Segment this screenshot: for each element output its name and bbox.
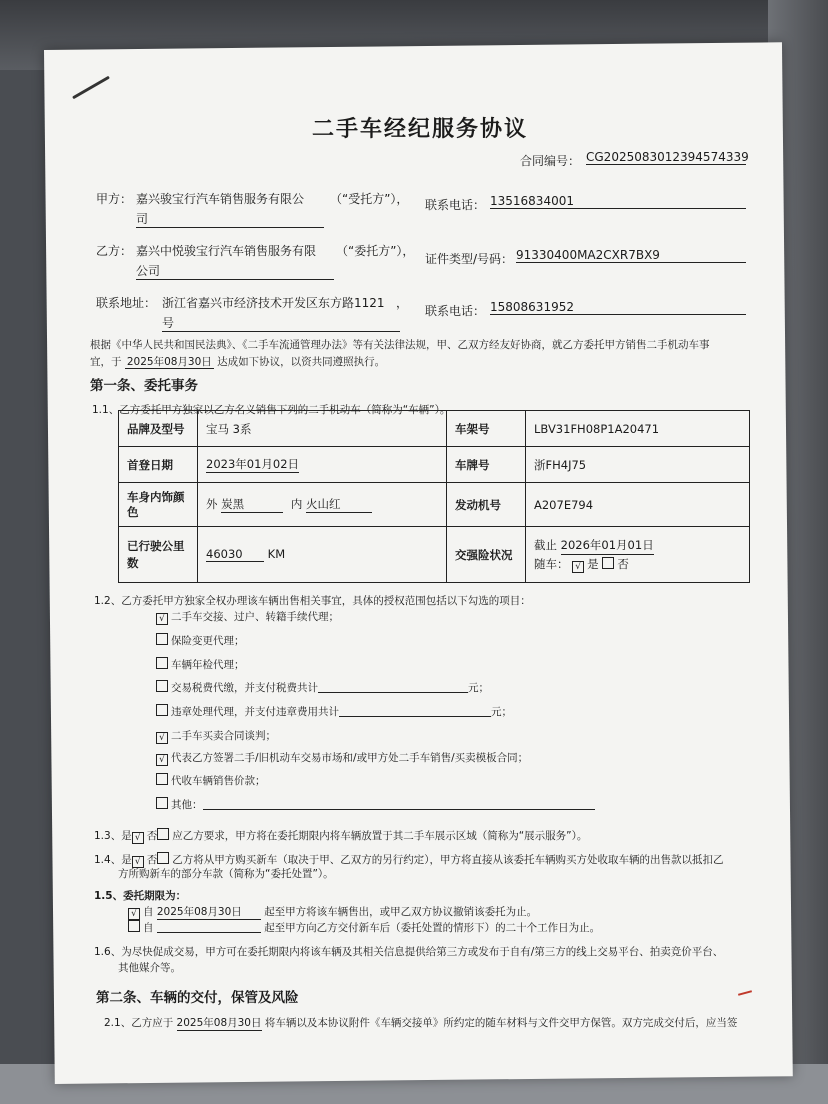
option-7-checkbox[interactable]: √ [156, 754, 168, 766]
address-line2: 号 [162, 314, 400, 332]
option-1-checkbox[interactable]: √ [156, 613, 168, 625]
term-1-date: 2025年08月30日 [157, 904, 261, 920]
option-3 [156, 657, 245, 672]
insurance-cell [526, 527, 750, 583]
color-out-prefix: 外 [206, 497, 218, 511]
option-2 [156, 633, 245, 648]
option-4-blank[interactable] [318, 680, 468, 693]
option-9-blank[interactable] [203, 797, 595, 810]
option-5-checkbox[interactable] [156, 704, 168, 716]
term-2-checkbox[interactable] [128, 920, 140, 932]
option-5-label: 违章处理代理，并支付违章费用共计 [171, 706, 339, 718]
color-out-value: 炭黑 [221, 496, 283, 513]
party-a-role: （“受托方”）， [330, 192, 409, 206]
reg-date-value: 2023年01月02日 [206, 457, 300, 471]
reg-date-label: 首登日期 [119, 447, 198, 483]
clause-1-3-text: 应乙方要求，甲方将在委托期限内将车辆放置于其二手车展示区域（简称为“展示服务”）。 [172, 830, 588, 842]
option-8-label: 代收车辆销售价款； [171, 775, 266, 787]
clause-1-5: 1.5、委托期限为： [94, 890, 187, 902]
vehicle-table [118, 410, 750, 583]
option-5-blank[interactable] [339, 704, 491, 717]
option-3-checkbox[interactable] [156, 657, 168, 669]
contract-no-label: 合同编号： [520, 154, 581, 168]
vin-label: 车架号 [447, 411, 526, 447]
color-label-line2: 色 [127, 504, 139, 519]
term-2-text: 起至甲方向乙方交付新车后（委托处置的情形下）的二十个工作日为止。 [264, 922, 601, 934]
mileage-unit: KM [267, 547, 286, 561]
address-label: 联系地址： [96, 296, 157, 310]
option-6 [156, 728, 276, 744]
option-5 [156, 704, 512, 719]
color-label [119, 483, 198, 527]
party-b-id: 91330400MA2CXR7BX9 [516, 248, 746, 263]
address-comma: ， [396, 296, 409, 310]
clause-1-1: 1.1、乙方委托甲方独家以乙方名义销售下列的二手机动车（简称为“车辆”）。 [92, 404, 451, 416]
option-2-checkbox[interactable] [156, 633, 168, 645]
clause-2-1-date: 2025年08月30日 [176, 1017, 262, 1029]
clause-2-1 [104, 1015, 737, 1031]
clause-1-4-text: 乙方将从甲方购买新车（取决于甲、乙双方的另行约定），甲方将直接从该委托车辆购买方处收取车辆的出售款以抵扣乙 [172, 854, 724, 866]
option-7-label: 代表乙方签署二手/旧机动车交易市场和/或甲方处二手车销售/买卖模板合同； [171, 752, 529, 764]
clause-1-4-no-label: 否 [146, 854, 158, 866]
option-2-label: 保险变更代理； [171, 635, 245, 647]
mileage-value: 46030 [206, 547, 264, 562]
with-car-yes-label: 是 [587, 557, 599, 571]
intro-line1: 根据《中华人民共和国民法典》、《二手车流通管理办法》等有关法律法规，甲、乙双方经友好协商，就乙方委托甲方销售二手机动车事 [90, 339, 710, 351]
party-a-label: 甲方： [96, 192, 133, 206]
clause-1-4-yes-label: 1.4、是 [94, 854, 132, 866]
term-1-prefix: 自 [143, 906, 154, 918]
term-2-prefix: 自 [143, 922, 154, 934]
color-cell [198, 483, 447, 527]
party-b-name-line1: 嘉兴中悦骏宝行汽车销售服务有限 [136, 244, 317, 258]
party-b-phone-label: 联系电话： [425, 304, 486, 318]
clause-1-3-no-label: 否 [146, 830, 158, 842]
clause-1-3-no-checkbox[interactable] [157, 828, 169, 840]
clause-1-2: 1.2、乙方委托甲方独家全权办理该车辆出售相关事宜，具体的授权范围包括以下勾选的项目： [94, 595, 531, 607]
clause-1-3-yes-label: 1.3、是 [94, 830, 132, 842]
color-label-line1: 车身内饰颜 [127, 489, 185, 504]
document-title: 二手车经纪服务协议 [312, 117, 529, 142]
option-5-suffix: 元； [491, 706, 512, 718]
party-a-name-line1: 嘉兴骏宝行汽车销售服务有限公 [136, 192, 305, 206]
intro-line2-end: 达成如下协议，以资共同遵照执行。 [217, 356, 386, 368]
clause-1-6-line2: 其他媒介等。 [118, 962, 181, 974]
color-in-value: 火山红 [306, 496, 372, 513]
address-line1: 浙江省嘉兴市经济技术开发区东方路1121 [162, 296, 385, 310]
intro-date: 2025年08月30日 [126, 356, 212, 368]
with-car-yes-checkbox[interactable]: √ [572, 561, 584, 573]
engine-value: A207E794 [526, 483, 750, 527]
option-8 [156, 773, 266, 788]
option-9-checkbox[interactable] [156, 797, 168, 809]
option-8-checkbox[interactable] [156, 773, 168, 785]
clause-2-1-text: 将车辆以及本协议附件《车辆交接单》所约定的随车材料与文件交甲方保管。双方完成交付后，应当签 [264, 1017, 738, 1029]
clause-2-1-start: 2.1、乙方应于 [104, 1017, 174, 1029]
mileage-label-line1: 已行驶公里 [127, 538, 185, 553]
option-9 [156, 797, 595, 812]
option-7 [156, 750, 528, 766]
intro-line2-start: 宜，于 [90, 356, 122, 368]
term-2 [128, 920, 600, 935]
option-4-checkbox[interactable] [156, 680, 168, 692]
party-b-role: （“委托方”）， [336, 244, 415, 258]
option-1-label: 二手车交接、过户、转籍手续代理； [171, 611, 339, 623]
clause-1-4-no-checkbox[interactable] [157, 852, 169, 864]
id-type-label: 证件类型/号码： [425, 252, 514, 266]
party-a-phone: 13516834001 [490, 194, 746, 209]
brand-label: 品牌及型号 [119, 411, 198, 447]
mileage-label-line2: 数 [127, 555, 139, 570]
party-a-phone-label: 联系电话： [425, 198, 486, 212]
option-4 [156, 680, 489, 695]
option-3-label: 车辆年检代理； [171, 659, 245, 671]
plate-label: 车牌号 [447, 447, 526, 483]
clause-1-3-yes-checkbox[interactable]: √ [132, 832, 144, 844]
clause-1-6: 1.6、为尽快促成交易，甲方可在委托期限内将该车辆及其相关信息提供给第三方或发布于自有/第三方的线上交易平台、拍卖竞价平台、 [94, 946, 724, 958]
intro-line2 [90, 354, 385, 369]
option-4-label: 交易税费代缴，并支付税费共计 [171, 682, 318, 694]
party-b-phone: 15808631952 [490, 300, 746, 315]
party-a-name-line2: 司 [136, 210, 324, 228]
term-1-checkbox[interactable]: √ [128, 908, 140, 920]
article1-title: 第一条、委托事务 [90, 378, 198, 394]
color-in-prefix: 内 [290, 497, 303, 511]
reg-date-cell [198, 447, 447, 483]
mileage-cell [198, 527, 447, 583]
party-b-label: 乙方： [96, 244, 133, 258]
term-1 [128, 904, 537, 920]
clause-1-4-line2: 方所购新车的部分车款（简称为“委托处置”）。 [118, 868, 334, 880]
option-4-suffix: 元； [468, 682, 489, 694]
plate-value: 浙FH4J75 [526, 447, 750, 483]
insurance-label: 交强险状况 [447, 527, 526, 583]
insurance-until-prefix: 截止 [534, 538, 557, 552]
mileage-label [119, 527, 198, 583]
option-6-label: 二手车买卖合同谈判； [171, 730, 276, 742]
party-b-name-line2: 公司 [136, 262, 334, 280]
term-1-text: 起至甲方将该车辆售出，或甲乙双方协议撤销该委托为止。 [264, 906, 538, 918]
brand-value: 宝马 3系 [198, 411, 447, 447]
with-car-no-label: 否 [617, 557, 629, 571]
with-car-no-checkbox[interactable] [602, 557, 614, 569]
contract-no: CG2025083012394574339 [586, 150, 749, 164]
option-1 [156, 609, 339, 625]
vin-value: LBV31FH08P1A20471 [526, 411, 750, 447]
engine-label: 发动机号 [447, 483, 526, 527]
term-2-blank[interactable] [157, 920, 261, 933]
option-9-label: 其他： [171, 799, 203, 811]
option-6-checkbox[interactable]: √ [156, 732, 168, 744]
article2-title: 第二条、车辆的交付，保管及风险 [96, 990, 299, 1006]
clause-1-4-yes-checkbox[interactable]: √ [132, 856, 144, 868]
with-car-label: 随车： [534, 557, 569, 571]
clause-1-3 [94, 828, 587, 844]
insurance-until-value: 2026年01月01日 [561, 536, 654, 555]
